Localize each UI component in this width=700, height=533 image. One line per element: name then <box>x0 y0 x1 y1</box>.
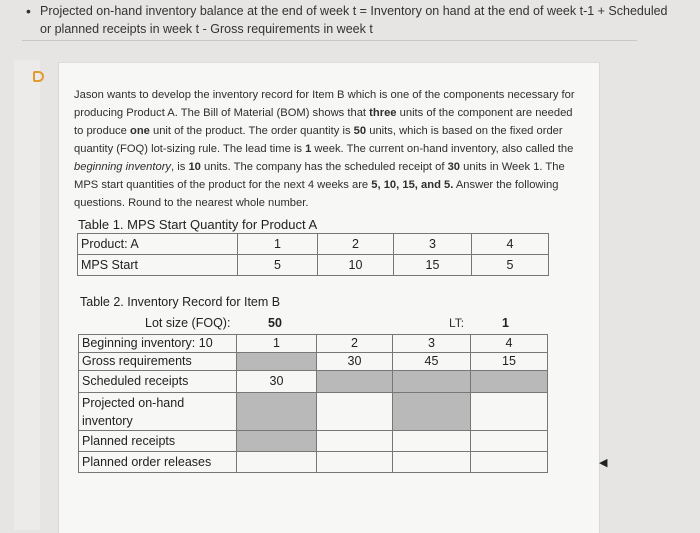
week-header: 4 <box>472 234 549 255</box>
week-header: 3 <box>394 234 472 255</box>
problem-statement <box>74 86 584 212</box>
text: unit of the product. The order quantity is <box>149 125 354 137</box>
text-bold: 10 <box>188 161 201 173</box>
formula-line-1: Projected on-hand inventory balance at the end of week t = Inventory on hand at the end of week t-1 + Scheduled <box>40 4 668 18</box>
table-row <box>79 335 548 353</box>
gross-cell <box>237 353 317 371</box>
mps-value: 5 <box>238 255 318 276</box>
gross-cell: 30 <box>317 353 393 371</box>
divider <box>22 40 637 41</box>
text-italic: beginning inventory <box>74 161 172 173</box>
text-bold: 50 <box>353 125 367 137</box>
table-row <box>78 234 549 255</box>
formula-bullet <box>22 2 682 38</box>
text-bold: 1 <box>305 143 312 155</box>
inventory-record-table <box>78 334 548 473</box>
table-row <box>78 255 549 276</box>
planned-release-cell <box>393 452 471 473</box>
planned-receipt-cell <box>317 431 393 452</box>
row-label <box>79 335 237 353</box>
lot-size-label: Lot size (FOQ): <box>145 316 231 330</box>
text: , is <box>171 161 189 173</box>
text: units, which is based on the fixed order quantity (FOQ) lot-sizing rule. The lead time is <box>74 125 563 155</box>
text-bold: 30 <box>447 161 461 173</box>
text: units. The company has the scheduled receipt of <box>200 161 448 173</box>
planned-release-cell <box>317 452 393 473</box>
bullet-dot: • <box>26 3 31 19</box>
scheduled-cell <box>471 371 548 393</box>
lot-size-value: 50 <box>268 316 282 330</box>
table1-title: Table 1. MPS Start Quantity for Product A <box>78 217 318 232</box>
mps-table <box>77 233 549 276</box>
text: units of the component are needed to produce <box>74 107 573 137</box>
mps-value: 5 <box>472 255 549 276</box>
left-gutter <box>14 60 40 530</box>
mouse-cursor-icon: ◀ <box>599 457 608 469</box>
week-header: 1 <box>238 234 318 255</box>
row-label: Scheduled receipts <box>79 371 237 393</box>
document-icon <box>33 71 44 82</box>
planned-receipt-cell <box>471 431 548 452</box>
table-row <box>79 431 548 452</box>
table2-title: Table 2. Inventory Record for Item B <box>80 295 281 309</box>
planned-release-cell <box>237 452 317 473</box>
mps-value: 10 <box>318 255 394 276</box>
scheduled-cell <box>393 371 471 393</box>
text: week. The current on-hand inventory, also called the <box>311 143 574 155</box>
week-header: 4 <box>471 335 548 353</box>
week-header: 1 <box>237 335 317 353</box>
text-bold: three <box>369 107 397 119</box>
formula-line-2: or planned receipts in week t - Gross requirements in week t <box>40 22 373 36</box>
week-header: 2 <box>317 335 393 353</box>
row-label: Gross requirements <box>79 353 237 371</box>
planned-receipt-cell <box>393 431 471 452</box>
lead-time-value: 1 <box>502 316 509 330</box>
beginning-inventory-label: Beginning inventory: 10 <box>82 336 213 350</box>
row-label: Planned receipts <box>79 431 237 452</box>
mps-value: 15 <box>394 255 472 276</box>
table-row <box>79 371 548 393</box>
planned-release-cell <box>471 452 548 473</box>
gross-cell: 45 <box>393 353 471 371</box>
week-header: 3 <box>393 335 471 353</box>
planned-receipt-cell <box>237 431 317 452</box>
week-header: 2 <box>318 234 394 255</box>
projected-cell <box>237 393 317 431</box>
row-label: MPS Start <box>78 255 238 276</box>
row-label: Product: A <box>78 234 238 255</box>
text: Answer the following questions. Round to the nearest whole number. <box>74 179 559 209</box>
table-row <box>79 353 548 371</box>
table-row <box>79 393 548 431</box>
scheduled-cell <box>317 371 393 393</box>
scheduled-cell: 30 <box>237 371 317 393</box>
table-row <box>79 452 548 473</box>
text: Jason wants to develop the inventory record for Item B which is one of the components necessary for producing Product A. The Bill of Material (BOM) shows that <box>74 89 575 119</box>
row-label: Projected on-hand inventory <box>79 393 237 431</box>
text: units in Week 1. The MPS start quantities of the product for the next 4 weeks are <box>74 161 565 191</box>
row-label: Planned order releases <box>79 452 237 473</box>
projected-cell <box>471 393 548 431</box>
gross-cell: 15 <box>471 353 548 371</box>
lead-time-label: LT: <box>449 316 465 330</box>
text-bold: 5, 10, 15, and 5. <box>371 179 454 191</box>
projected-cell <box>393 393 471 431</box>
projected-cell <box>317 393 393 431</box>
text-bold: one <box>129 125 150 137</box>
